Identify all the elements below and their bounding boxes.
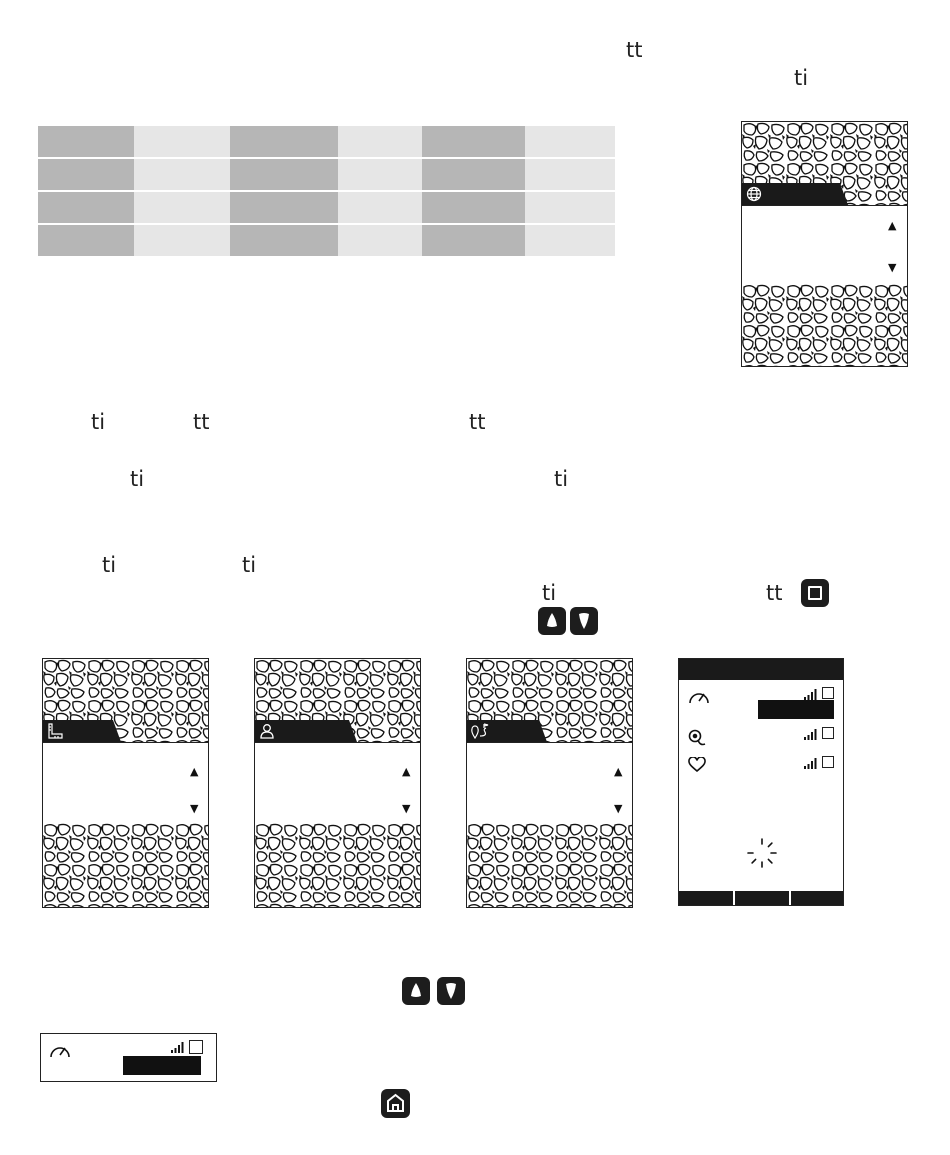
table-cell — [338, 159, 422, 190]
speedometer-icon — [49, 1043, 71, 1059]
scroll-up-icon: ▲ — [190, 765, 199, 778]
softkey-right[interactable] — [789, 891, 843, 905]
menu-tab — [43, 720, 209, 742]
table-cell — [230, 159, 338, 190]
stone-background — [467, 823, 633, 908]
table-cell — [230, 126, 338, 157]
text-fragment: ti — [102, 553, 117, 577]
route-pin-icon — [471, 723, 489, 739]
signal-bars-icon — [171, 1041, 187, 1053]
route-screen — [466, 658, 633, 908]
table-cell — [38, 126, 134, 157]
signal-bars-icon — [804, 688, 820, 700]
table-cell — [422, 192, 525, 223]
table-cell — [38, 159, 134, 190]
table-cell — [338, 126, 422, 157]
menu-tab — [467, 720, 633, 742]
text-fragment: tt — [626, 38, 643, 62]
divider — [43, 742, 208, 743]
text-fragment: ti — [130, 467, 145, 491]
table-cell — [525, 159, 615, 190]
scroll-down-icon: ▼ — [614, 802, 623, 815]
scroll-down-icon: ▼ — [888, 261, 897, 274]
stone-background — [43, 823, 209, 908]
softkey-left[interactable] — [679, 891, 731, 905]
menu-tab — [255, 720, 421, 742]
sensor-checkbox[interactable] — [822, 756, 834, 768]
softkey-bar — [679, 891, 843, 905]
scroll-up-icon: ▲ — [888, 219, 897, 232]
table-cell — [525, 192, 615, 223]
up-key-icon — [402, 977, 430, 1005]
sensor-checkbox[interactable] — [822, 727, 834, 739]
table-cell — [422, 159, 525, 190]
sensor-checkbox[interactable] — [189, 1040, 203, 1054]
screen-header-bar — [679, 659, 843, 680]
table-cell — [134, 225, 230, 256]
scroll-down-icon: ▼ — [402, 802, 411, 815]
scroll-up-icon: ▲ — [614, 765, 623, 778]
table-cell — [38, 192, 134, 223]
cadence-sensor-icon — [688, 729, 706, 747]
table-cell — [134, 192, 230, 223]
signal-bars-icon — [804, 757, 820, 769]
divider — [467, 742, 632, 743]
heart-icon — [688, 757, 706, 773]
loading-spinner-icon — [745, 836, 779, 870]
home-key-icon — [381, 1089, 410, 1118]
speed-sensor-detail — [40, 1033, 217, 1082]
settings-table — [38, 126, 615, 256]
table-cell — [134, 159, 230, 190]
language-screen — [741, 121, 908, 367]
text-fragment: ti — [794, 66, 809, 90]
table-cell — [338, 225, 422, 256]
profile-screen — [254, 658, 421, 908]
text-fragment: ti — [554, 467, 569, 491]
table-cell — [525, 225, 615, 256]
ruler-icon — [47, 723, 63, 739]
up-key-icon — [538, 607, 566, 635]
menu-tab — [742, 183, 908, 205]
text-fragment: ti — [542, 581, 557, 605]
table-cell — [525, 126, 615, 157]
divider — [742, 205, 907, 206]
table-cell — [422, 126, 525, 157]
down-key-icon — [570, 607, 598, 635]
table-cell — [338, 192, 422, 223]
selection-highlight — [758, 700, 834, 719]
table-cell — [422, 225, 525, 256]
sensor-pairing-screen — [678, 658, 844, 906]
table-cell — [230, 192, 338, 223]
units-screen — [42, 658, 209, 908]
text-fragment: ti — [242, 553, 257, 577]
down-key-icon — [437, 977, 465, 1005]
globe-icon — [746, 186, 762, 202]
stone-background — [742, 284, 908, 367]
speedometer-icon — [688, 689, 710, 705]
text-fragment: tt — [766, 581, 783, 605]
scroll-down-icon: ▼ — [190, 802, 199, 815]
table-cell — [230, 225, 338, 256]
text-fragment: tt — [469, 410, 486, 434]
table-cell — [38, 225, 134, 256]
text-fragment: tt — [193, 410, 210, 434]
text-fragment: ti — [91, 410, 106, 434]
softkey-center[interactable] — [733, 891, 787, 905]
stone-background — [255, 823, 421, 908]
selection-highlight — [123, 1056, 201, 1075]
signal-bars-icon — [804, 728, 820, 740]
table-cell — [134, 126, 230, 157]
scroll-up-icon: ▲ — [402, 765, 411, 778]
person-icon — [259, 723, 275, 739]
select-key-icon — [801, 579, 829, 607]
sensor-checkbox[interactable] — [822, 687, 834, 699]
divider — [255, 742, 420, 743]
